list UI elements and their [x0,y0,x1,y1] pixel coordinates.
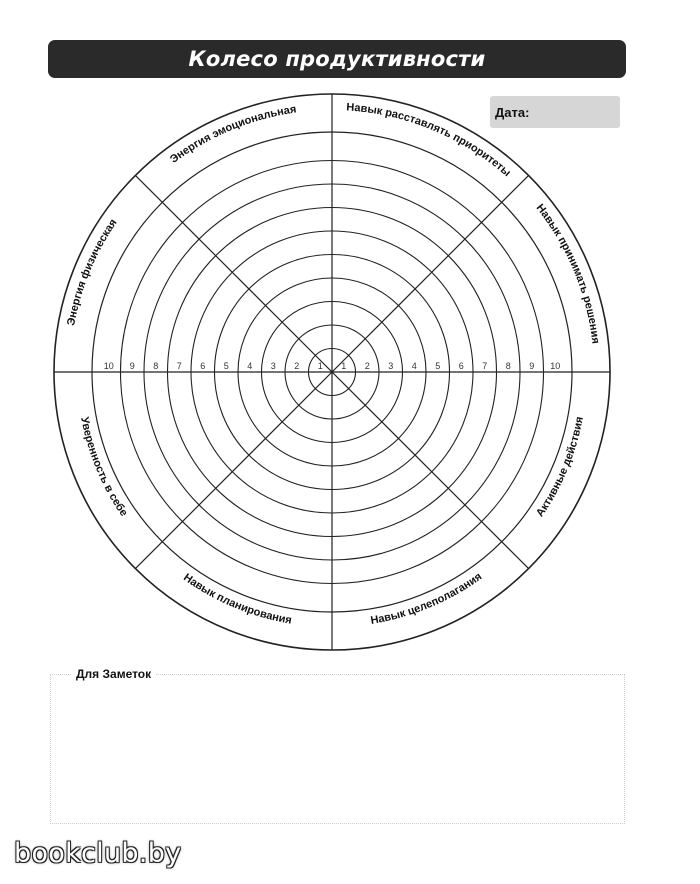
sector-label: Навык целеполагания [369,570,485,627]
sector-label: Энергия физическая [65,217,120,327]
wheel-spoke [135,175,332,372]
sector-label: Навык планирования [181,571,293,627]
sector-label: Навык принимать решения [533,201,602,345]
scale-number-left: 10 [103,361,114,371]
date-label: Дата: [495,104,530,120]
notes-area[interactable] [50,674,625,824]
scale-number-right: 9 [529,361,535,371]
scale-number-right: 1 [341,361,347,371]
scale-number-right: 2 [364,361,370,371]
sector-label: Уверенность в себе [78,416,130,519]
page-title: Колесо продуктивности [188,47,486,71]
scale-number-left: 3 [270,361,276,371]
scale-number-right: 10 [550,361,561,371]
sector-label: Навык расставлять приоритеты [345,101,513,180]
scale-number-left: 9 [129,361,135,371]
scale-number-right: 6 [458,361,464,371]
scale-number-right: 7 [482,361,488,371]
wheel-spoke [332,372,529,569]
wheel-spoke [135,372,332,569]
sector-label: Энергия эмоциональная [168,103,298,166]
scale-number-right: 8 [505,361,511,371]
watermark: bookclub.by [14,838,182,869]
scale-number-left: 6 [200,361,206,371]
scale-number-left: 4 [247,361,253,371]
wheel-spoke [332,175,529,372]
scale-number-left: 7 [176,361,182,371]
sector-label: Активные действия [534,415,586,520]
scale-number-left: 5 [223,361,229,371]
scale-number-right: 5 [435,361,441,371]
scale-number-left: 1 [317,361,323,371]
scale-number-right: 4 [411,361,417,371]
scale-number-left: 8 [153,361,159,371]
scale-number-right: 3 [388,361,394,371]
scale-number-left: 2 [294,361,300,371]
notes-label: Для Заметок [72,667,155,681]
